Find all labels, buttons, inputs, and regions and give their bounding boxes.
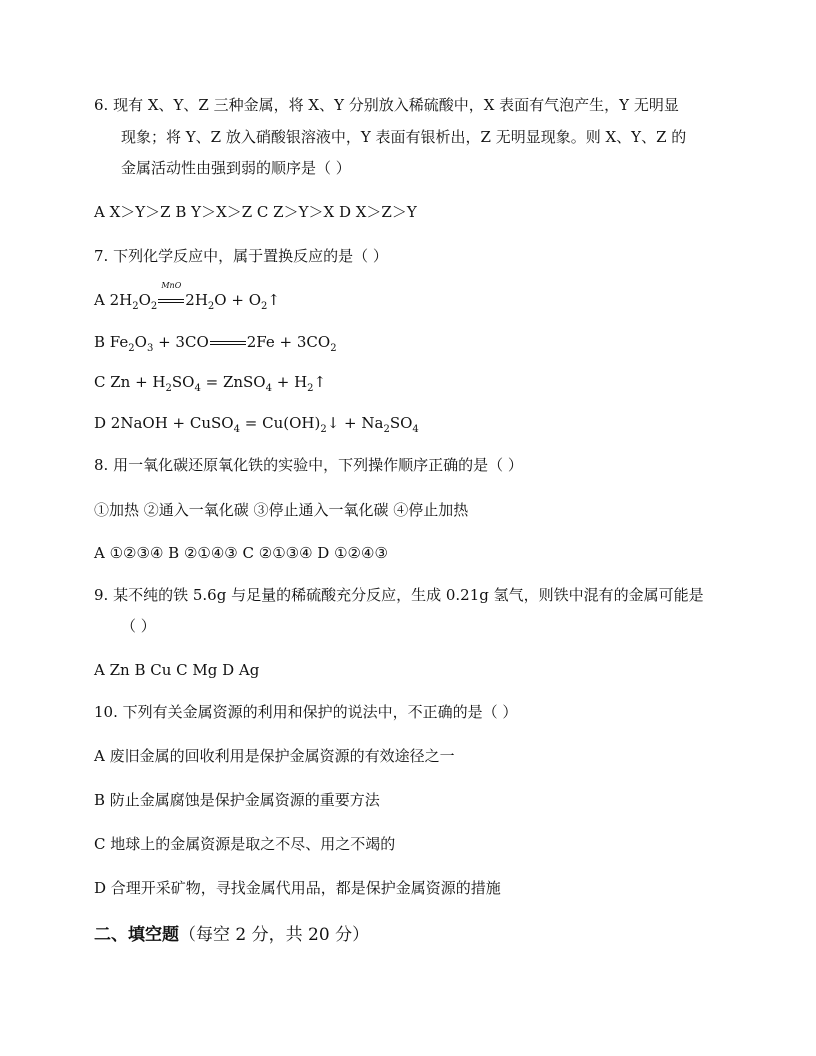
q7-c-text2: SO: [171, 373, 195, 391]
q7-a-text3: 2H: [185, 291, 208, 309]
section-note: （每空 2 分，共 20 分）: [179, 925, 370, 945]
q6-stem-line2: 现象；将 Y、Z 放入硝酸银溶液中，Y 表面有银析出，Z 无明显现象。则 X、Y、Z 的: [121, 128, 687, 146]
q6-options: A X＞Y＞Z B Y＞X＞Z C Z＞Y＞X D X＞Z＞Y: [94, 203, 417, 221]
q7-b-text4: 2Fe + 3CO: [246, 333, 331, 351]
q7-a-sub1: 2: [132, 301, 139, 312]
q7-b-sub3: 2: [330, 343, 337, 354]
q7-a-catalyst-label: MnO: [161, 281, 182, 290]
q7-option-c: [94, 372, 326, 399]
q7-c-text3: = ZnSO: [200, 373, 266, 391]
q8-steps: ①加热 ②通入一氧化碳 ③停止通入一氧化碳 ④停止加热: [94, 501, 469, 519]
q8-options: A ①②③④ B ②①④③ C ②①③④ D ①②④③: [94, 544, 388, 562]
q7-d-text: D 2NaOH + CuSO: [94, 414, 234, 432]
q7-d-sub1: 4: [233, 424, 240, 435]
q7-b-text3: + 3CO: [153, 333, 209, 351]
q10-option-c: C 地球上的金属资源是取之不尽、用之不竭的: [94, 835, 396, 853]
q7-a-sub2: 2: [150, 301, 158, 312]
q7-d-text4: SO: [389, 414, 413, 432]
q9-stem-line1: 9. 某不纯的铁 5.6g 与足量的稀硫酸充分反应，生成 0.21g 氢气，则铁中混有的金属可能是: [94, 586, 704, 604]
q7-option-d: [94, 413, 419, 440]
q7-c-text4: + H: [271, 373, 308, 391]
q10-option-d: D 合理开采矿物，寻找金属代用品，都是保护金属资源的措施: [94, 879, 501, 897]
q6-stem-line3: 金属活动性由强到弱的顺序是（ ）: [121, 159, 351, 177]
q7-b-sub2: 3: [146, 343, 154, 354]
q7-b-reaction-condition: [210, 332, 246, 352]
q7-option-b: [94, 332, 337, 359]
q7-a-reaction-condition: [158, 281, 184, 310]
q10-stem: 10. 下列有关金属资源的利用和保护的说法中，不正确的是（ ）: [94, 703, 518, 721]
q7-c-sub2: 4: [194, 383, 201, 394]
q8-stem: 8. 用一氧化碳还原氧化铁的实验中，下列操作顺序正确的是（ ）: [94, 456, 523, 474]
q7-a-sub3: 2: [207, 301, 215, 312]
q7-a-text4: O + O: [214, 291, 261, 309]
q7-d-sub3: 2: [383, 424, 390, 435]
q7-d-sub2: 2: [320, 424, 327, 435]
q7-stem: 7. 下列化学反应中，属于置换反应的是（ ）: [94, 247, 388, 265]
q7-b-equals-bar: [210, 341, 246, 345]
q7-a-text: A 2H: [94, 291, 133, 309]
q7-c-sub4: 2: [307, 383, 314, 394]
q7-c-gas-arrow: ↑: [313, 373, 327, 391]
q7-b-text: B Fe: [94, 333, 129, 351]
q7-b-text2: O: [134, 333, 147, 351]
q7-c-sub1: 2: [165, 383, 172, 394]
q7-option-a: [94, 281, 280, 317]
section-title: 二、填空题: [94, 925, 179, 945]
q7-a-text2: O: [138, 291, 151, 309]
q9-stem-line2: （ ）: [121, 617, 156, 635]
q9-options: A Zn B Cu C Mg D Ag: [94, 661, 260, 679]
q10-option-b: B 防止金属腐蚀是保护金属资源的重要方法: [94, 791, 380, 809]
q7-d-sub4: 4: [412, 424, 419, 435]
q7-c-text: C Zn + H: [94, 373, 166, 391]
q10-option-a: A 废旧金属的回收利用是保护金属资源的有效途径之一: [94, 747, 455, 765]
q7-a-sub4: 2: [261, 301, 268, 312]
q7-d-text3: ↓ + Na: [326, 414, 384, 432]
q7-c-sub3: 4: [265, 383, 272, 394]
section-heading: [94, 925, 369, 945]
q6-stem-line1: 6. 现有 X、Y、Z 三种金属，将 X、Y 分别放入稀硫酸中，X 表面有气泡产生，Y 无明显: [94, 96, 679, 114]
q7-a-equals-bar: [158, 299, 184, 303]
q7-d-text2: = Cu(OH): [239, 414, 321, 432]
q7-b-sub1: 2: [128, 343, 135, 354]
q7-a-gas-arrow: ↑: [267, 291, 280, 309]
